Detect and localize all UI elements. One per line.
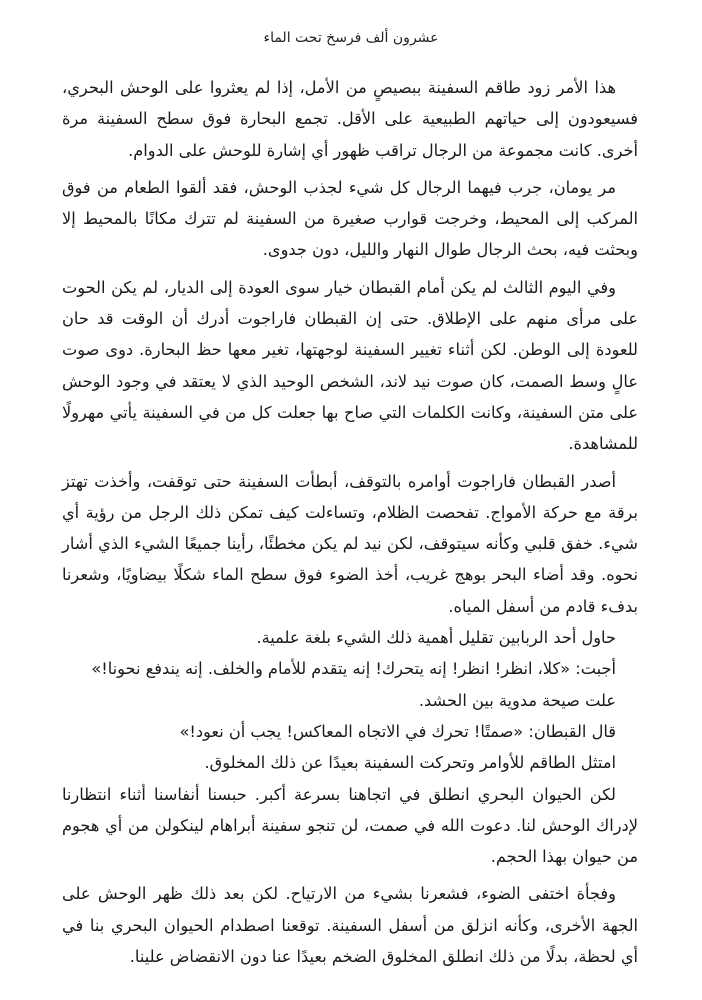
- paragraph-1: هذا الأمر زود طاقم السفينة ببصيصٍ من الأمل، إذا لم يعثروا على الوحش البحري، فسيعودون إلى حياتهم الطبيعية على الأقل. تجمع البحارة فوق سطح السفينة مرة أخرى. كانت مجموعة من الرجال تراقب ظهور أي إشارة للوحش على الدوام.: [62, 78, 638, 160]
- paragraph-7: علت صيحة مدوية بين الحشد.: [418, 690, 616, 710]
- body-text: [62, 72, 638, 972]
- paragraph-5: حاول أحد الربابين تقليل أهمية ذلك الشيء بلغة علمية.: [256, 628, 616, 648]
- paragraph-10: لكن الحيوان البحري انطلق في اتجاهنا بسرعة أكبر. حبسنا أنفاسنا أثناء انتظارنا لإدراك الوحش لنا. دعوت الله في صمت، لن تنجو سفينة أبراهام لينكولن من أي هجوم من حيوان بهذا الحجم.: [62, 784, 638, 867]
- paragraph-3: وفي اليوم الثالث لم يكن أمام القبطان خيار سوى العودة إلى الديار، لم يكن الحوت على مرأى منهم على الإطلاق. حتى إن القبطان فاراجوت أدرك أن الوقت قد حان للعودة إلى الوطن. لكن أثناء تغيير السفينة لوجهتها، تغير معها حظ البحارة. دوى صوت عالٍ وسط الصمت، كان صوت نيد لاند، الشخص الوحيد الذي لا يعتقد في وجود الوحش على متن السفينة، وكانت الكلمات التي صاح بها جعلت كل من في السفينة يأتي مهرولًا للمشاهدة.: [62, 277, 638, 454]
- paragraph-6: أجبت: «كلا، انظر! انظر! إنه يتحرك! إنه يتقدم للأمام والخلف. إنه يندفع نحونا!»: [91, 659, 616, 679]
- paragraph-8: قال القبطان: «صمتًا! تحرك في الاتجاه المعاكس! يجب أن نعود!»: [179, 721, 616, 741]
- running-header: عشرون ألف فرسخ تحت الماء: [263, 30, 439, 46]
- paragraph-11: وفجأة اختفى الضوء، فشعرنا بشيء من الارتياح. لكن بعد ذلك ظهر الوحش على الجهة الأخرى، وكأنه انزلق من أسفل السفينة. توقعنا اصطدام الحيوان البحري بنا في أي لحظة، بدلًا من ذلك انطلق المخلوق الضخم بعيدًا عنا دون الانقضاض علينا.: [62, 884, 638, 967]
- paragraph-4: أصدر القبطان فاراجوت أوامره بالتوقف، أبطأت السفينة حتى توقفت، وأخذت تهتز برقة مع حركة الأمواج. تفحصت الظلام، وتساءلت كيف تمكن ذلك الرجل من رؤية أي شيء. خفق قلبي وكأنه سيتوقف، لكن نيد لم يكن مخطئًا، رأينا جميعًا الشيء الذي أشار نحوه. وقد أضاء البحر بوهج غريب، أخذ الضوء فوق سطح الماء شكلًا بيضاويًا، وشعرنا بدفء قادم من أسفل المياه.: [62, 471, 638, 616]
- paragraph-9: امتثل الطاقم للأوامر وتحركت السفينة بعيدًا عن ذلك المخلوق.: [204, 753, 616, 773]
- paragraph-2: مر يومان، جرب فيهما الرجال كل شيء لجذب الوحش، فقد ألقوا الطعام من فوق المركب إلى المحيط، وخرجت قوارب صغيرة من السفينة لم تترك مكانًا بالمحيط إلا وبحثت فيه، بحث الرجال طوال النهار والليل، دون جدوى.: [62, 177, 638, 260]
